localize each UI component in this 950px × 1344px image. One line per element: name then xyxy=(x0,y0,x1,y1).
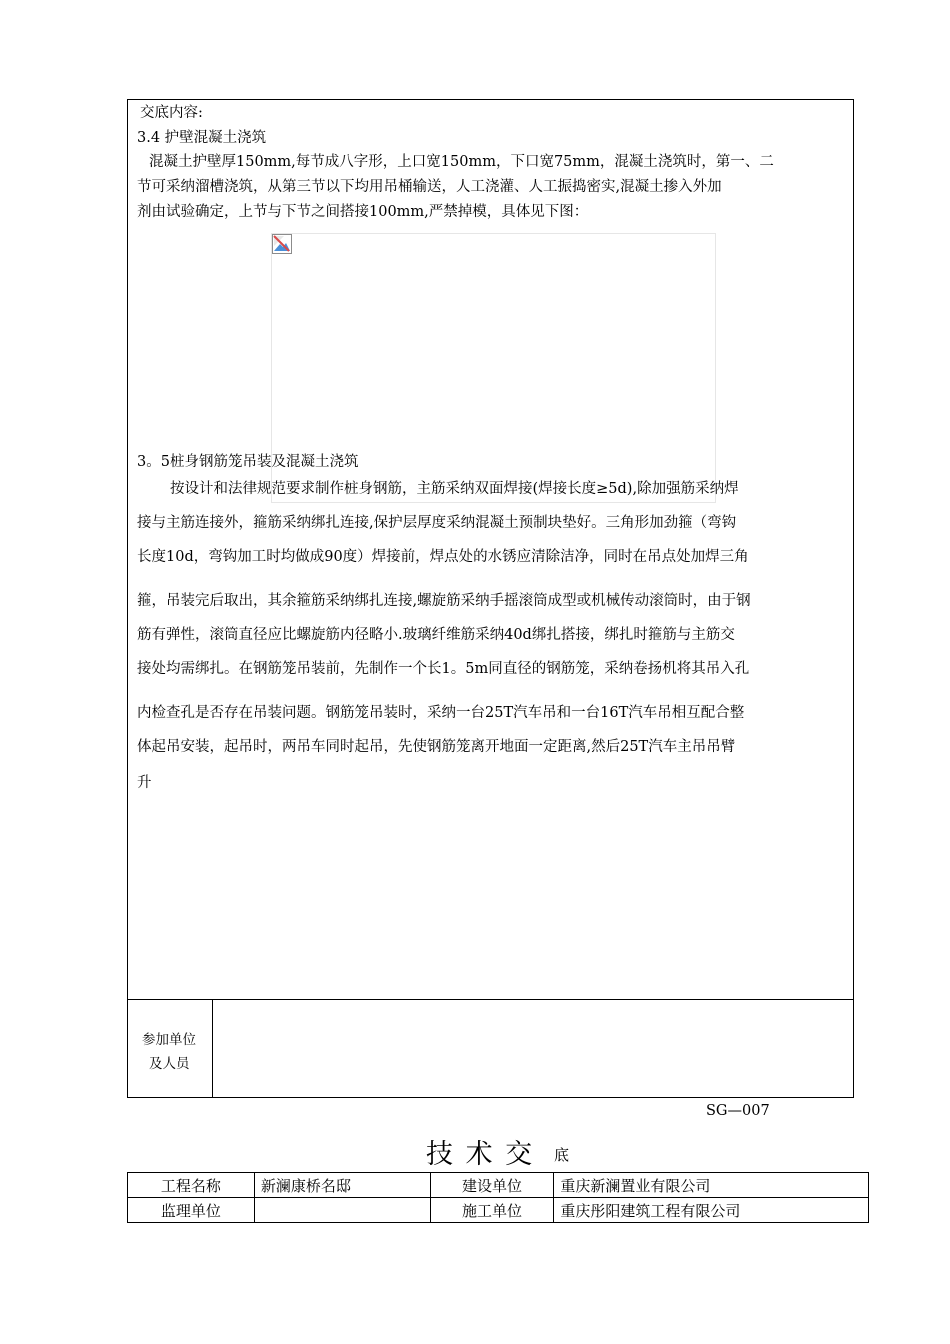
section-3-5-line-6: 接处均需绑扎。在钢筋笼吊装前，先制作一个长1。5m同直径的钢筋笼，采纳卷扬机将其吊入孔 xyxy=(137,661,750,677)
project-info-table xyxy=(127,1172,869,1223)
participants-label-line-1: 参加单位 xyxy=(142,1032,196,1048)
next-page-title: 技 术 交 xyxy=(426,1139,535,1170)
table-row xyxy=(128,1198,869,1223)
section-3-4-line-1: 混凝土护壁厚150mm,每节成八字形，上口宽150mm，下口宽75mm，混凝土浇筑时，第一、二 xyxy=(149,154,774,170)
section-label: 交底内容: xyxy=(140,105,203,121)
project-name-value: 新澜康桥名邸 xyxy=(254,1173,430,1198)
contractor-label: 施工单位 xyxy=(430,1198,554,1223)
participants-separator xyxy=(127,999,854,1000)
section-3-5-line-7: 内检查孔是否存在吊装问题。钢筋笼吊装时，采纳一台25T汽车吊和一台16T汽车吊相互配合整 xyxy=(137,705,745,721)
document-code: SG—007 xyxy=(706,1103,770,1119)
section-3-5-line-5: 筋有弹性，滚筒直径应比螺旋筋内径略小.玻璃纤维筋采纳40d绑扎搭接，绑扎时箍筋与主筋交 xyxy=(137,627,735,643)
section-3-4-line-2: 节可采纳溜槽浇筑，从第三节以下均用吊桶输送，人工浇灌、人工振捣密实,混凝土掺入外加 xyxy=(137,179,722,195)
broken-image-icon xyxy=(272,234,292,254)
section-3-5-line-4: 箍，吊装完后取出，其余箍筋采纳绑扎连接,螺旋筋采纳手摇滚筒成型或机械传动滚筒时，由于钢 xyxy=(137,593,751,609)
section-3-4-heading: 3.4 护壁混凝土浇筑 xyxy=(137,130,267,146)
project-name-label: 工程名称 xyxy=(128,1173,255,1198)
section-3-5-line-2: 接与主筋连接外，箍筋采纳绑扎连接,保护层厚度采纳混凝土预制块垫好。三角形加劲箍（弯钩 xyxy=(137,515,737,531)
section-3-5-heading: 3。5桩身钢筋笼吊装及混凝土浇筑 xyxy=(137,454,359,470)
builder-value: 重庆新澜置业有限公司 xyxy=(554,1173,869,1198)
section-3-4-line-3: 剂由试验确定，上节与下节之间搭接100mm,严禁掉模，具体见下图： xyxy=(137,204,589,220)
supervisor-value xyxy=(254,1198,430,1223)
participants-label-line-2: 及人员 xyxy=(149,1056,190,1072)
participants-column-divider xyxy=(212,999,213,1098)
section-3-5-line-9: 升 xyxy=(137,775,152,791)
builder-label: 建设单位 xyxy=(430,1173,554,1198)
supervisor-label: 监理单位 xyxy=(128,1198,255,1223)
section-3-5-line-8: 体起吊安装，起吊时，两吊车同时起吊，先使钢筋笼离开地面一定距离,然后25T汽车主吊吊臂 xyxy=(137,739,736,755)
next-page-title-tail: 底 xyxy=(554,1146,570,1164)
contractor-value: 重庆彤阳建筑工程有限公司 xyxy=(554,1198,869,1223)
section-3-5-line-1: 按设计和法律规范要求制作桩身钢筋，主筋采纳双面焊接(焊接长度≥5d),除加强筋采纳焊 xyxy=(170,481,739,497)
table-row xyxy=(128,1173,869,1198)
section-3-5-line-3: 长度10d，弯钩加工时均做成90度）焊接前，焊点处的水锈应清除洁净，同时在吊点处加焊三角 xyxy=(137,549,749,565)
